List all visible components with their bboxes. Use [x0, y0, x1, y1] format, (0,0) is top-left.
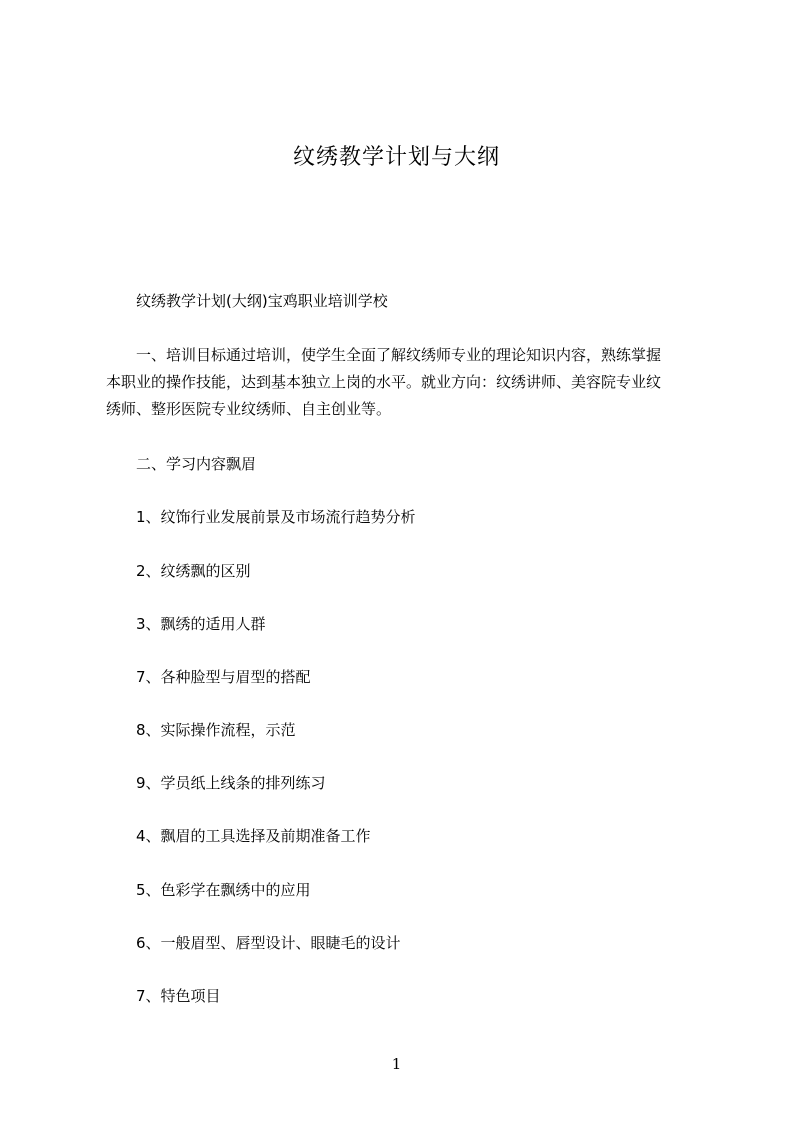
- list-item: 6、一般眉型、唇型设计、眼睫毛的设计: [136, 934, 401, 952]
- list-item: 2、纹绣飘的区别: [136, 562, 251, 580]
- section1-line2: 本职业的操作技能，达到基本独立上岗的水平。就业方向：纹绣讲师、美容院专业纹: [106, 373, 662, 391]
- page-number: 1: [391, 1055, 402, 1073]
- list-item: 7、特色项目: [136, 987, 221, 1005]
- list-item: 8、实际操作流程，示范: [136, 721, 296, 739]
- list-item: 4、飘眉的工具选择及前期准备工作: [136, 827, 371, 845]
- list-item: 3、飘绣的适用人群: [136, 615, 266, 633]
- document-subtitle: 纹绣教学计划(大纲)宝鸡职业培训学校: [136, 292, 388, 310]
- list-item: 5、色彩学在飘绣中的应用: [136, 881, 311, 899]
- section1-line1: 一、培训目标通过培训，使学生全面了解纹绣师专业的理论知识内容，熟练掌握: [136, 346, 662, 364]
- list-item: 7、各种脸型与眉型的搭配: [136, 668, 311, 686]
- section2-heading: 二、学习内容飘眉: [136, 455, 257, 473]
- document-title: 纹绣教学计划与大纲: [292, 145, 500, 170]
- list-item: 9、学员纸上线条的排列练习: [136, 774, 326, 792]
- section-training-goals: [106, 342, 706, 423]
- section1-line3: 绣师、整形医院专业纹绣师、自主创业等。: [106, 400, 392, 418]
- list-item: 1、纹饰行业发展前景及市场流行趋势分析: [136, 508, 416, 526]
